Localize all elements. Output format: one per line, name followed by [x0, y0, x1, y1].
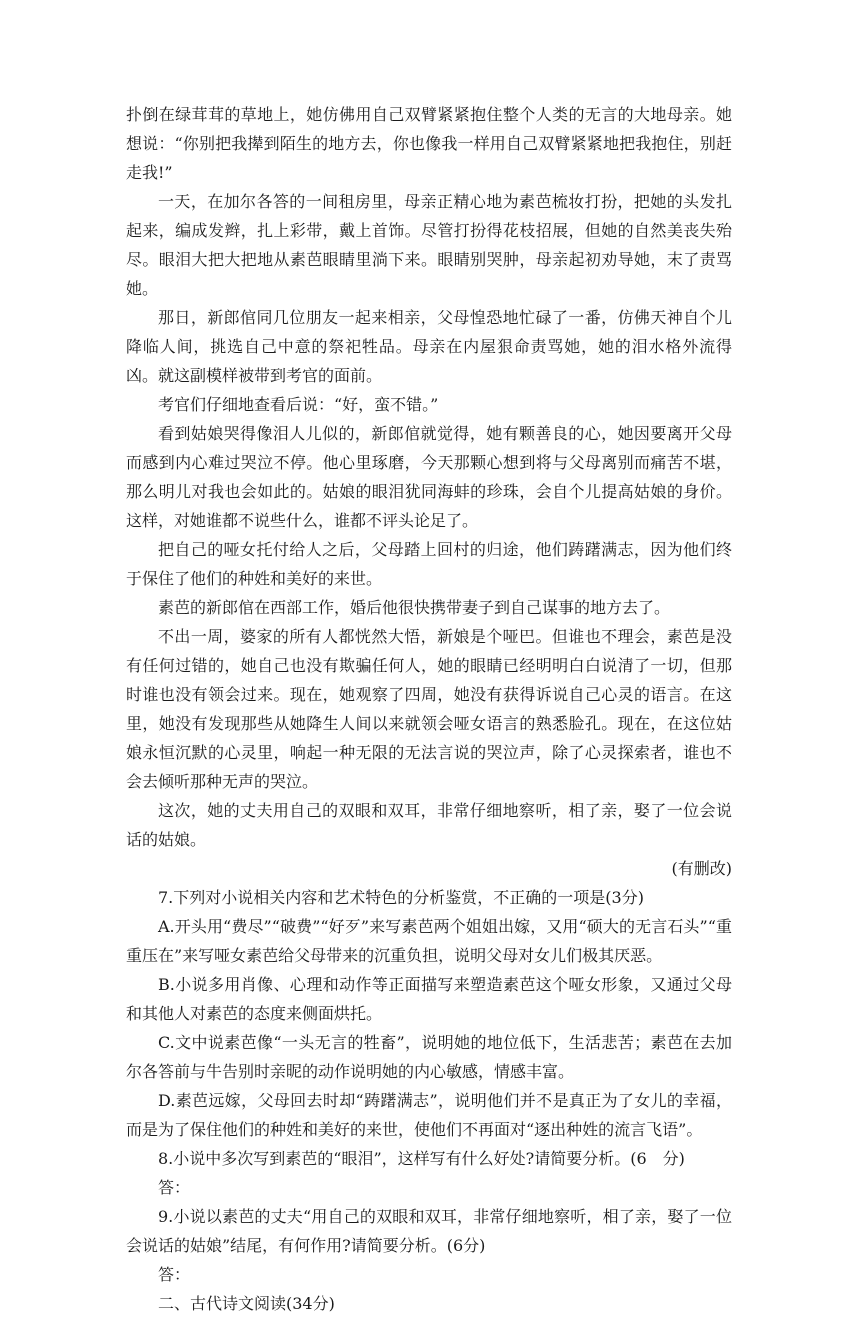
section-heading: 二、古代诗文阅读(34分) [158, 1294, 335, 1313]
question-7-option-c: C.文中说素芭像“一头无言的牲畜”，说明她的地位低下，生活悲苦；素芭在去加尔各答前与牛告别时亲昵的动作说明她的内心敏感，情感丰富。 [126, 1033, 732, 1081]
story-paragraph-8: 不出一周，婆家的所有人都恍然大悟，新娘是个哑巴。但谁也不理会，素芭是没有任何过错的，她自己也没有欺骗任何人，她的眼睛已经明明白白说清了一切，但那时谁也没有领会过来。现在，她观察了四周，她没有获得诉说自己心灵的语言。在这里，她没有发现那些从她降生人间以来就领会哑女语言的熟悉脸孔。现在，在这位姑娘永恒沉默的心灵里，响起一种无限的无法言说的哭泣声，除了心灵探索者，谁也不会去倾听那种无声的哭泣。 [126, 627, 732, 791]
story-paragraph-7: 素芭的新郎倌在西部工作，婚后他很快携带妻子到自己谋事的地方去了。 [158, 598, 671, 617]
story-paragraph-2: 一天，在加尔各答的一间租房里，母亲正精心地为素芭梳妆打扮，把她的头发扎起来，编成发辫，扎上彩带，戴上首饰。尽管打扮得花枝招展，但她的自然美丧失殆尽。眼泪大把大把地从素芭眼睛里淌下来。眼睛别哭肿，母亲起初劝导她，末了责骂她。 [126, 192, 732, 298]
story-paragraph-9: 这次，她的丈夫用自己的双眼和双耳，非常仔细地察听，相了亲，娶了一位会说话的姑娘。 [126, 801, 732, 849]
question-9-stem: 9.小说以素芭的丈夫“用自己的双眼和双耳，非常仔细地察听，相了亲，娶了一位会说话的姑娘”结尾，有何作用?请简要分析。(6分) [126, 1207, 732, 1255]
story-paragraph-5: 看到姑娘哭得像泪人儿似的，新郎倌就觉得，她有颗善良的心，她因要离开父母而感到内心难过哭泣不停。他心里琢磨，今天那颗心想到将与父母离别而痛苦不堪，那么明儿对我也会如此的。姑娘的眼泪犹同海蚌的珍珠，会自个儿提高姑娘的身价。这样，对她谁都不说些什么，谁都不评头论足了。 [126, 424, 732, 530]
story-paragraph-3: 那日，新郎倌同几位朋友一起来相亲，父母惶恐地忙碌了一番，仿佛天神自个儿降临人间，挑选自己中意的祭祀牲品。母亲在内屋狠命责骂她，她的泪水格外流得凶。就这副模样被带到考官的面前。 [126, 308, 732, 385]
question-8-answer-label: 答： [158, 1178, 191, 1197]
question-7-option-d: D.素芭远嫁，父母回去时却“踌躇满志”，说明他们并不是真正为了女儿的幸福，而是为了保住他们的种姓和美好的来世，使他们不再面对“逐出种姓的流言飞语”。 [126, 1091, 732, 1139]
story-paragraph-6: 把自己的哑女托付给人之后，父母踏上回村的归途，他们踌躇满志，因为他们终于保住了他们的种姓和美好的来世。 [126, 540, 732, 588]
story-paragraph-4: 考官们仔细地查看后说：“好，蛮不错。” [158, 395, 439, 414]
page-content [126, 100, 732, 1318]
question-7-stem: 7.下列对小说相关内容和艺术特色的分析鉴赏，不正确的一项是(3分) [158, 888, 644, 907]
story-paragraph-1: 扑倒在绿茸茸的草地上，她仿佛用自己双臂紧紧抱住整个人类的无言的大地母亲。她想说：“你别把我撵到陌生的地方去，你也像我一样用自己双臂紧紧地把我抱住，别赶走我!” [126, 105, 732, 182]
question-8-stem: 8.小说中多次写到素芭的“眼泪”，这样写有什么好处?请简要分析。(6 分) [158, 1149, 685, 1168]
source-note: (有删改) [671, 859, 732, 878]
question-7-option-a: A.开头用“费尽”“破费”“好歹”来写素芭两个姐姐出嫁，又用“硕大的无言石头”“重重压在”来写哑女素芭给父母带来的沉重负担，说明父母对女儿们极其厌恶。 [126, 917, 732, 965]
question-7-option-b: B.小说多用肖像、心理和动作等正面描写来塑造素芭这个哑女形象，又通过父母和其他人对素芭的态度来侧面烘托。 [126, 975, 732, 1023]
question-9-answer-label: 答： [158, 1265, 191, 1284]
